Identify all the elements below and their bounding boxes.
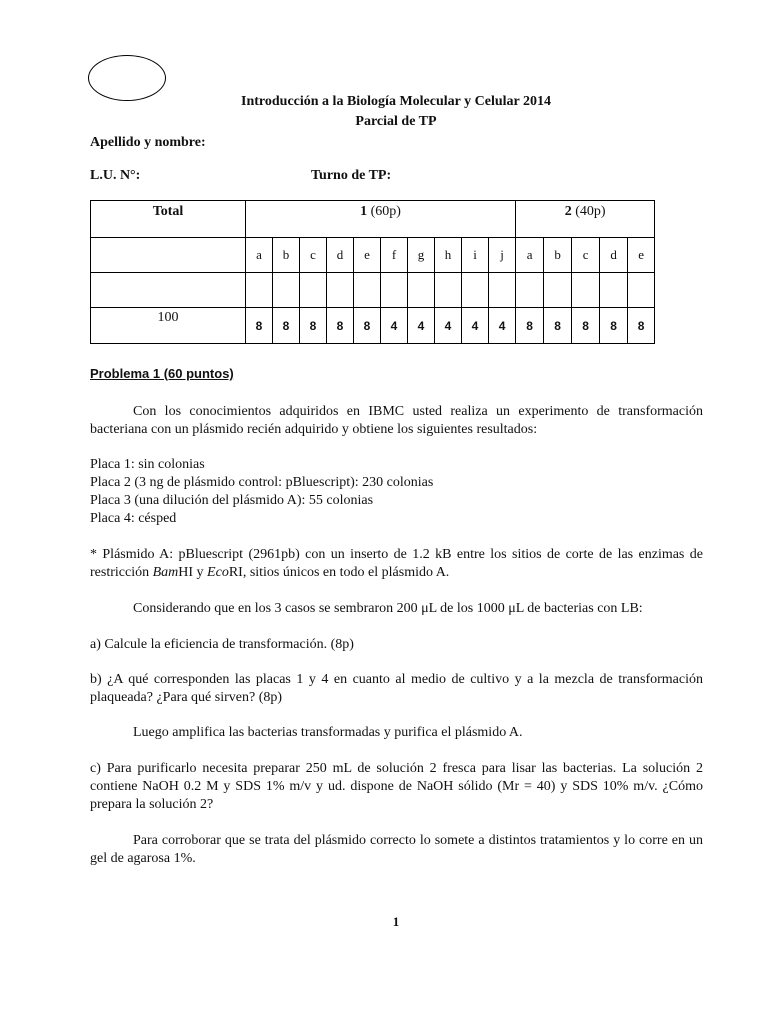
points-cell: 8 bbox=[628, 308, 655, 344]
points-cell: 8 bbox=[544, 308, 572, 344]
corroborate-paragraph: Para corroborar que se trata del plásmido correcto lo somete a distintos tratamientos y lo corre en un gel de agarosa 1%. bbox=[90, 833, 703, 866]
table-items-row bbox=[91, 238, 655, 273]
score-cell bbox=[273, 273, 300, 308]
item-cell: c bbox=[300, 238, 327, 273]
score-cell-total bbox=[91, 273, 246, 308]
section-1-header: 1 (60p) bbox=[246, 201, 516, 238]
item-cell: d bbox=[600, 238, 628, 273]
points-cell: 8 bbox=[246, 308, 273, 344]
plasmid-note: * Plásmido A: pBluescript (2961pb) con un inserto de 1.2 kB entre los sitios de corte de las enzimas de restricción BamHI y EcoRI, sitios únicos en todo el plásmido A. bbox=[90, 547, 703, 580]
plate-line: Placa 2 (3 ng de plásmido control: pBluescript): 230 colonias bbox=[90, 475, 434, 490]
table-points-row bbox=[91, 308, 655, 344]
item-cell: e bbox=[354, 238, 381, 273]
score-cell bbox=[489, 273, 516, 308]
score-cell bbox=[572, 273, 600, 308]
plate-line: Placa 3 (una dilución del plásmido A): 55 colonias bbox=[90, 493, 374, 508]
score-cell bbox=[544, 273, 572, 308]
exam-title: Introducción a la Biología Molecular y Celular 2014 bbox=[241, 94, 551, 109]
problem-title: Problema 1 (60 puntos) bbox=[90, 366, 234, 381]
grade-table bbox=[90, 200, 655, 344]
plate-line: Placa 1: sin colonias bbox=[90, 457, 205, 472]
item-cell: i bbox=[462, 238, 489, 273]
points-cell: 4 bbox=[462, 308, 489, 344]
item-cell: f bbox=[381, 238, 408, 273]
item-cell: b bbox=[544, 238, 572, 273]
score-cell bbox=[300, 273, 327, 308]
item-cell: h bbox=[435, 238, 462, 273]
points-cell: 8 bbox=[354, 308, 381, 344]
score-cell bbox=[462, 273, 489, 308]
score-cell bbox=[381, 273, 408, 308]
score-cell bbox=[408, 273, 435, 308]
points-cell: 4 bbox=[489, 308, 516, 344]
points-cell: 8 bbox=[300, 308, 327, 344]
score-cell bbox=[628, 273, 655, 308]
score-cell bbox=[327, 273, 354, 308]
intro-paragraph: Con los conocimientos adquiridos en IBMC usted realiza un experimento de transformación bacteriana con un plásmido recién adquirido y obtiene los siguientes resultados: bbox=[90, 404, 703, 437]
section-2-header: 2 (40p) bbox=[516, 201, 655, 238]
table-score-row bbox=[91, 273, 655, 308]
question-b: b) ¿A qué corresponden las placas 1 y 4 en cuanto al medio de cultivo y a la mezcla de transformación plaqueada? ¿Para qué sirven? (8p) bbox=[90, 672, 703, 705]
plate-line: Placa 4: césped bbox=[90, 511, 177, 526]
lu-field-label: L.U. N°: bbox=[90, 168, 141, 183]
score-cell bbox=[246, 273, 273, 308]
turno-field-label: Turno de TP: bbox=[311, 168, 392, 183]
score-cell bbox=[516, 273, 544, 308]
points-cell: 8 bbox=[273, 308, 300, 344]
considering-paragraph: Considerando que en los 3 casos se sembraron 200 μL de los 1000 μL de bacterias con LB: bbox=[133, 601, 643, 616]
points-cell: 8 bbox=[327, 308, 354, 344]
points-cell: 4 bbox=[408, 308, 435, 344]
score-cell bbox=[435, 273, 462, 308]
question-a: a) Calcule la eficiencia de transformación. (8p) bbox=[90, 637, 354, 652]
points-cell: 8 bbox=[600, 308, 628, 344]
name-field-label: Apellido y nombre: bbox=[90, 135, 206, 150]
item-cell: j bbox=[489, 238, 516, 273]
exam-subtitle: Parcial de TP bbox=[355, 114, 437, 129]
table-header-row bbox=[91, 201, 655, 238]
item-cell: d bbox=[327, 238, 354, 273]
item-cell: g bbox=[408, 238, 435, 273]
item-cell: e bbox=[628, 238, 655, 273]
page-number: 1 bbox=[392, 914, 400, 929]
question-c: c) Para purificarlo necesita preparar 250 mL de solución 2 fresca para lisar las bacterias. La solución 2 contiene NaOH 0.2 M y SDS 1% m/v y ud. dispone de NaOH sólido (Mr = 40) y SDS 10% m/v. ¿Cómo prepara la solución 2? bbox=[90, 761, 703, 812]
total-header: Total bbox=[91, 201, 246, 238]
table-cell bbox=[91, 238, 246, 273]
item-cell: c bbox=[572, 238, 600, 273]
item-cell: a bbox=[516, 238, 544, 273]
score-cell bbox=[600, 273, 628, 308]
total-points-cell: 100 bbox=[91, 308, 246, 344]
item-cell: b bbox=[273, 238, 300, 273]
item-cell: a bbox=[246, 238, 273, 273]
amplify-paragraph: Luego amplifica las bacterias transformadas y purifica el plásmido A. bbox=[133, 725, 523, 740]
points-cell: 4 bbox=[381, 308, 408, 344]
score-cell bbox=[354, 273, 381, 308]
points-cell: 4 bbox=[435, 308, 462, 344]
points-cell: 8 bbox=[516, 308, 544, 344]
points-cell: 8 bbox=[572, 308, 600, 344]
